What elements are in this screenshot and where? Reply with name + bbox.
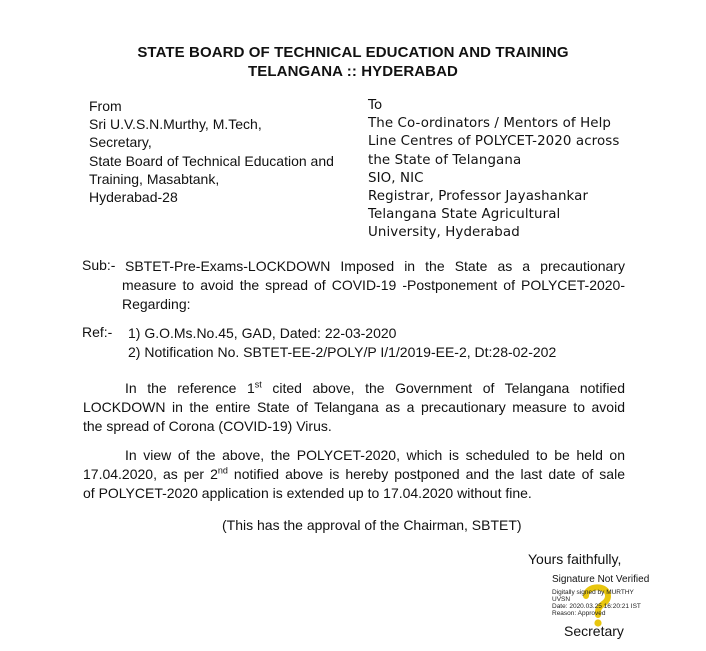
to-line: Registrar, Professor Jayashankar [368,189,589,205]
paragraph-line: 17.04.2020, as per 2nd notified above is hereby postponed and the last date of sale [83,465,625,482]
to-block [368,97,619,243]
from-line: Hyderabad-28 [89,189,178,206]
to-line: Telangana State Agricultural [368,207,561,223]
subject-line: SBTET-Pre-Exams-LOCKDOWN Imposed in the State as a precautionary [125,258,625,274]
reference-label: Ref:- [82,324,113,340]
signatory-designation: Secretary [564,623,624,639]
paragraph-line: the spread of Corona (COVID-19) Virus. [83,418,332,434]
from-line: Sri U.V.S.N.Murthy, M.Tech, [89,116,262,133]
to-line: SIO, NIC [368,170,424,186]
paragraph-line: In the reference 1st cited above, the Government of Telangana notified [125,379,625,396]
to-line: The Co-ordinators / Mentors of Help [368,116,612,132]
to-label: To [368,98,383,113]
paragraph-postponement [83,446,625,503]
approval-note: (This has the approval of the Chairman, SBTET) [222,517,522,533]
paragraph-line: of POLYCET-2020 application is extended up to 17.04.2020 without fine. [83,485,532,501]
reference-item: 2) Notification No. SBTET-EE-2/POLY/P I/1/2019-EE-2, Dt:28-02-202 [128,344,557,360]
paragraph-lockdown [83,379,625,436]
from-line: Secretary, [89,134,152,151]
subject-line: measure to avoid the spread of COVID-19 -Postponement of POLYCET-2020- [122,277,625,293]
to-line: Line Centres of POLYCET-2020 across [368,134,620,150]
subject-label: Sub:- [82,257,116,273]
paragraph-line: LOCKDOWN in the entire State of Telangana as a precautionary measure to avoid [83,399,625,415]
from-line: State Board of Technical Education and [89,152,334,169]
subject-text [122,257,625,314]
to-line: the State of Telangana [368,152,522,168]
signature-detail: Digitally signed by MURTHY [552,589,634,596]
reference-item: 1) G.O.Ms.No.45, GAD, Dated: 22-03-2020 [128,325,397,341]
board-location: TELANGANA :: HYDERABAD [248,63,458,80]
signature-detail: Date: 2020.03.25 16:20:21 IST [552,603,641,610]
from-block [89,97,334,206]
board-title: STATE BOARD OF TECHNICAL EDUCATION AND TRAINING [137,44,569,61]
from-label: From [89,98,122,114]
signature-status: Signature Not Verified [552,574,650,585]
signature-detail: Reason: Approved [552,610,606,617]
from-line: Training, Masabtank, [89,170,220,187]
closing-text: Yours faithfully, [528,551,622,567]
reference-list [128,324,556,362]
to-line: University, Hyderabad [368,225,520,241]
paragraph-line: In view of the above, the POLYCET-2020, which is scheduled to be held on [125,447,625,463]
subject-line: Regarding: [122,296,191,312]
signature-detail: UVSN [552,596,571,603]
